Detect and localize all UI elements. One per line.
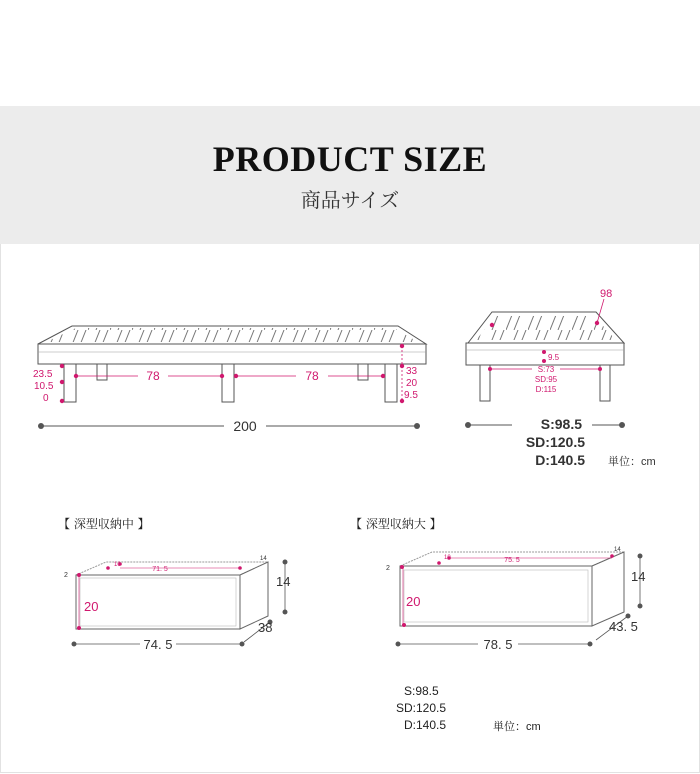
storage-medium-height: 14 <box>276 574 291 589</box>
storage-large-width: 78. 5 <box>483 637 513 652</box>
storage-medium-depth: 38 <box>258 620 273 635</box>
storage-large-depth: 43. 5 <box>609 619 638 634</box>
bottom-size-s: S:98.5 <box>404 684 439 698</box>
leg-span-right-label: 78 <box>305 369 319 383</box>
storage-large-height: 14 <box>631 569 646 584</box>
left-height-2: 10.5 <box>34 381 54 392</box>
left-height-1: 23.5 <box>33 369 53 380</box>
storage-large-small-left: 2 <box>386 565 390 572</box>
storage-medium-width: 74. 5 <box>143 637 173 652</box>
right-height-2: 20 <box>406 378 418 389</box>
unit-label: 単位：cm <box>608 456 656 468</box>
outer-width-sd: SD:120.5 <box>525 434 585 450</box>
outer-width-s: S:98.5 <box>540 416 582 432</box>
right-height-3: 9.5 <box>404 390 418 401</box>
storage-large-heading: 【 深型収納大 】 <box>350 517 442 531</box>
end-frame-height-label: 9.5 <box>548 353 560 362</box>
right-height-1: 33 <box>406 366 418 377</box>
storage-medium-drawing <box>64 556 290 652</box>
storage-large-inner-width: 75. 5 <box>504 557 520 564</box>
page-title: PRODUCT SIZE <box>212 139 488 179</box>
inner-width-s: S:73 <box>537 365 555 374</box>
storage-large-inner-height: 20 <box>406 594 421 609</box>
end-height-label: 98 <box>600 288 613 300</box>
storage-large-drawing <box>386 547 645 652</box>
storage-medium-inner-width: 71. 5 <box>152 566 168 573</box>
left-height-3: 0 <box>43 393 49 404</box>
storage-large-small-mid: 10 <box>444 555 451 561</box>
storage-large-small-right: 14 <box>614 547 621 553</box>
page-subtitle: 商品サイズ <box>300 188 400 212</box>
storage-medium-small-left: 2 <box>64 572 68 579</box>
bed-side-view <box>33 326 426 434</box>
storage-medium-small-right: 14 <box>260 556 267 562</box>
storage-medium-heading: 【 深型収納中 】 <box>58 517 150 531</box>
inner-width-sd: SD:95 <box>534 375 558 384</box>
bottom-size-sd: SD:120.5 <box>396 701 447 715</box>
inner-width-d: D:115 <box>535 385 557 394</box>
storage-medium-small-mid: 10 <box>114 562 121 568</box>
outer-width-d: D:140.5 <box>535 452 585 468</box>
bed-end-view <box>465 288 656 468</box>
total-length-label: 200 <box>233 418 257 434</box>
leg-span-left-label: 78 <box>146 369 160 383</box>
storage-medium-inner-height: 20 <box>84 599 99 614</box>
bottom-unit-label: 単位：cm <box>493 721 541 733</box>
bottom-size-d: D:140.5 <box>404 718 447 732</box>
